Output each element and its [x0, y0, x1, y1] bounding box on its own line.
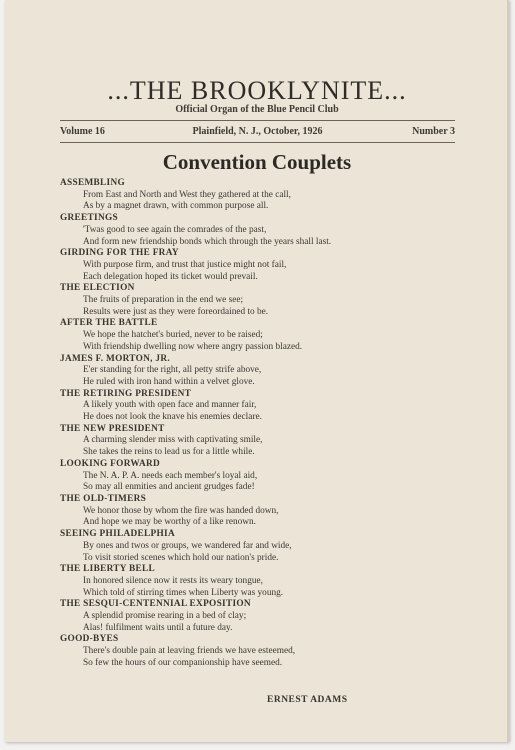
section-heading: THE ELECTION [60, 283, 135, 294]
poem-section [60, 283, 455, 318]
poem-line: He does not look the knave his enemies declare. [83, 412, 262, 423]
poem-section [60, 634, 455, 669]
poem-section [60, 178, 455, 213]
poem-line: 'Twas good to see again the comrades of the past, [83, 224, 267, 235]
poem-line: In honored silence now it rests its weary tongue, [83, 575, 263, 586]
poem-section [60, 459, 455, 494]
section-heading: AFTER THE BATTLE [60, 318, 158, 329]
poem-line: By ones and twos or groups, we wandered far and wide, [83, 540, 292, 551]
poem-section [60, 213, 455, 248]
poem-section [60, 424, 455, 459]
poem-line: A likely youth with open face and manner fair, [83, 400, 257, 411]
poem-line: Which told of stirring times when Liberty was young. [83, 587, 284, 598]
poem-line: To visit storied scenes which hold our nation's pride. [83, 552, 279, 563]
section-heading: THE SESQUI-CENTENNIAL EXPOSITION [60, 599, 251, 610]
poem-line: With purpose firm, and trust that justice might not fail, [83, 259, 287, 270]
poem-section [60, 389, 455, 424]
poem-section [60, 318, 455, 353]
issue-place-date: Plainfield, N. J., October, 1926 [192, 126, 323, 137]
poem-line: The N. A. P. A. needs each member's loyal aid, [83, 470, 258, 481]
poem-section [60, 354, 455, 389]
section-heading: THE NEW PRESIDENT [60, 423, 165, 434]
poem-line: A splendid promise rearing in a bed of clay; [83, 611, 247, 622]
poem-author: ERNEST ADAMS [267, 695, 348, 705]
poem-section [60, 564, 455, 599]
poem-line: Results were just as they were foreordained to be. [83, 306, 269, 317]
section-heading: LOOKING FORWARD [60, 458, 160, 469]
top-rule [60, 120, 455, 121]
poem-line: Alas! fulfilment waits until a future day. [83, 622, 233, 633]
masthead-subtitle: Official Organ of the Blue Pencil Club [175, 104, 339, 115]
section-heading: THE RETIRING PRESIDENT [60, 388, 192, 399]
poem-line: With friendship dwelling now where angry passion blazed. [83, 341, 303, 352]
poem-line: And hope we may be worthy of a like renown. [83, 517, 256, 528]
section-heading: SEEING PHILADELPHIA [60, 529, 175, 540]
bottom-rule [60, 142, 455, 143]
poem-line: He ruled with iron hand within a velvet glove. [83, 376, 255, 387]
poem-line: We hope the hatchet's buried, never to be raised; [83, 330, 263, 341]
section-heading: JAMES F. MORTON, JR. [60, 353, 171, 364]
section-heading: GOOD-BYES [60, 634, 119, 645]
poem-section [60, 248, 455, 283]
poem-line: And form new friendship bonds which through the years shall last. [83, 236, 332, 247]
poem-line: Each delegation hoped its ticket would prevail. [83, 271, 258, 282]
poem-line: We honor those by whom the fire was handed down, [83, 505, 279, 516]
poem-line: There's double pain at leaving friends we have esteemed, [83, 646, 296, 657]
newsletter-page [5, 0, 509, 742]
poem-line: From East and North and West they gathered at the call, [83, 189, 291, 200]
poem-line: So may all enmities and ancient grudges fade! [83, 482, 255, 493]
poem-line: The fruits of preparation in the end we see; [83, 295, 244, 306]
section-heading: ASSEMBLING [60, 178, 125, 188]
section-heading: GREETINGS [60, 213, 118, 224]
section-heading: GIRDING FOR THE FRAY [60, 248, 179, 259]
poem-section [60, 599, 455, 634]
poem-line: She takes the reins to lead us for a little while. [83, 447, 255, 458]
poem-line: So few the hours of our companionship have seemed. [83, 657, 283, 668]
poem-body [60, 178, 455, 670]
poem-section [60, 529, 455, 564]
issue-volume: Volume 16 [60, 126, 105, 137]
poem-line: As by a magnet drawn, with common purpose all. [83, 201, 269, 212]
section-heading: THE OLD-TIMERS [60, 493, 147, 504]
masthead-title: ...THE BROOKLYNITE... [107, 76, 407, 105]
poem-title: Convention Couplets [162, 150, 352, 174]
poem-section [60, 494, 455, 529]
poem-line: A charming slender miss with captivating smile, [83, 435, 263, 446]
section-heading: THE LIBERTY BELL [60, 564, 156, 575]
issue-number: Number 3 [412, 126, 455, 137]
poem-line: E'er standing for the right, all petty strife above, [83, 365, 262, 376]
